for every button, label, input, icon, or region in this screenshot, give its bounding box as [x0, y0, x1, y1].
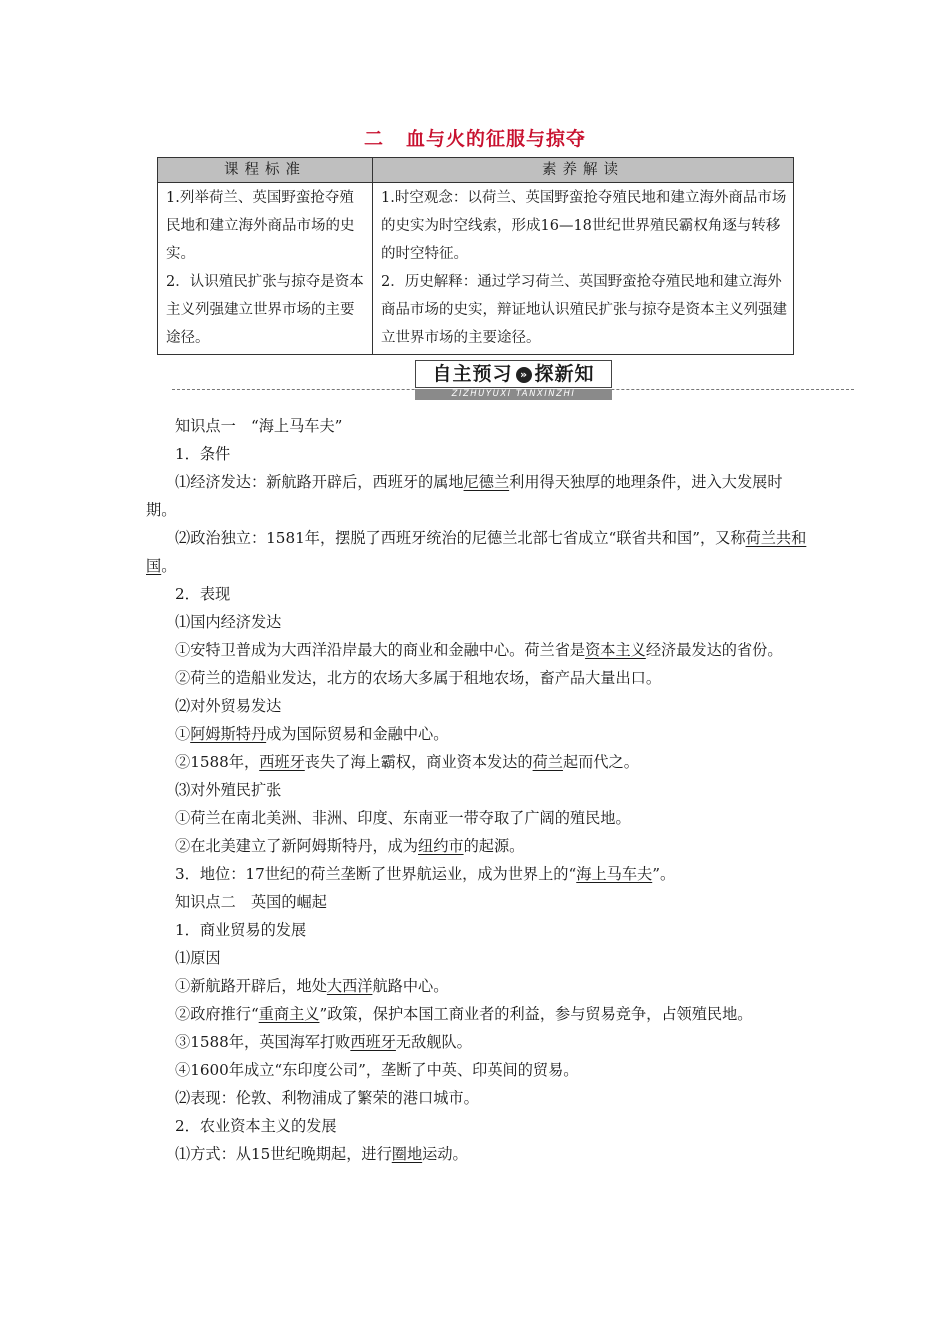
section-banner	[172, 360, 854, 400]
underlined-answer: 荷兰	[532, 753, 563, 771]
line-text: ②在北美建立了新阿姆斯特丹，成为	[175, 837, 418, 855]
standards-cell	[158, 183, 373, 355]
line-text: ②1588年，	[175, 753, 260, 771]
content-line	[146, 1140, 810, 1168]
line-text: ①	[175, 725, 191, 743]
underlined-answer: 重商主义	[258, 1005, 320, 1023]
page-title	[0, 124, 950, 151]
line-text: 丧失了海上霸权，商业资本发达的	[304, 753, 533, 771]
underlined-answer: 阿姆斯特丹	[190, 725, 267, 743]
content-line	[146, 1084, 810, 1112]
content-line	[146, 524, 810, 580]
line-text: 知识点一 “海上马车夫”	[175, 417, 343, 435]
content-line	[146, 720, 810, 748]
content-line	[146, 888, 810, 916]
standard-item-2: 2．认识殖民扩张与掠夺是资本主义列强建立世界市场的主要途径。	[166, 274, 364, 346]
underlined-answer: 纽约市	[418, 837, 464, 855]
standard-item-1: 1.列举荷兰、英国野蛮抢夺殖民地和建立海外商品市场的史实。	[166, 190, 355, 262]
line-text: 的起源。	[463, 837, 525, 855]
content-line	[146, 692, 810, 720]
line-text: 1．条件	[175, 445, 231, 463]
curriculum-standards-table	[157, 157, 794, 355]
line-text: ⑴方式：从15世纪晚期起，进行	[175, 1145, 392, 1163]
content-line	[146, 1056, 810, 1084]
underlined-answer: 荷兰共和国	[146, 529, 807, 575]
banner-pinyin: ZIZHUYUXI TANXINZHI	[415, 389, 612, 400]
line-text: ”。	[652, 865, 676, 883]
content-line	[146, 664, 810, 692]
line-text: 起而代之。	[562, 753, 639, 771]
line-text: 利用得天独厚的地理条件，进入大发展时期。	[146, 473, 783, 519]
content-line	[146, 1112, 810, 1140]
section-title: 血与火的征服与掠夺	[406, 128, 587, 150]
content-line	[146, 1028, 810, 1056]
line-text: ①安特卫普成为大西洋沿岸最大的商业和金融中心。荷兰省是	[175, 641, 586, 659]
line-text: 2．农业资本主义的发展	[175, 1117, 337, 1135]
banner-label	[415, 360, 612, 388]
line-text: ⑴原因	[175, 949, 221, 967]
underlined-answer: 资本主义	[585, 641, 646, 659]
content-line	[146, 412, 810, 440]
content-line	[146, 944, 810, 972]
line-text: ②荷兰的造船业发达，北方的农场大多属于租地农场，畜产品大量出口。	[175, 669, 661, 687]
line-text: 航路中心。	[372, 977, 449, 995]
underlined-answer: 圈地	[391, 1145, 423, 1163]
line-text: 无敌舰队。	[395, 1033, 472, 1051]
line-text: 。	[161, 557, 177, 575]
content-line	[146, 440, 810, 468]
content-line	[146, 468, 810, 524]
knowledge-content	[146, 412, 810, 1168]
underlined-answer: 西班牙	[259, 753, 305, 771]
literacy-item-2: 2．历史解释：通过学习荷兰、英国野蛮抢夺殖民地和建立海外商品市场的史实，辩证地认识殖民扩张与掠夺是资本主义列强建立世界市场的主要途径。	[381, 274, 787, 346]
content-line	[146, 608, 810, 636]
content-line	[146, 636, 810, 664]
line-text: ⑵政治独立：1581年，摆脱了西班牙统治的尼德兰北部七省成立“联省共和国”，又称	[175, 529, 746, 547]
line-text: ②政府推行“	[175, 1005, 259, 1023]
line-text: 2．表现	[175, 585, 231, 603]
banner-part2: 探新知	[534, 363, 595, 385]
section-number: 二	[363, 128, 384, 150]
line-text: ⑴国内经济发达	[175, 613, 282, 631]
literacy-item-1: 1.时空观念：以荷兰、英国野蛮抢夺殖民地和建立海外商品市场的史实为时空线索，形成16—18世纪世界殖民霸权角逐与转移的时空特征。	[381, 190, 787, 262]
line-text: ”政策，保护本国工商业者的利益，参与贸易竞争，占领殖民地。	[319, 1005, 753, 1023]
literacy-cell	[373, 183, 794, 355]
line-text: ①荷兰在南北美洲、非洲、印度、东南亚一带夺取了广阔的殖民地。	[175, 809, 631, 827]
underlined-answer: 海上马车夫	[576, 865, 653, 883]
content-line	[146, 1000, 810, 1028]
underlined-answer: 西班牙	[350, 1033, 396, 1051]
line-text: 成为国际贸易和金融中心。	[266, 725, 449, 743]
header-literacy: 素养解读	[373, 158, 794, 183]
line-text: 知识点二 英国的崛起	[175, 893, 327, 911]
content-line	[146, 832, 810, 860]
line-text: 经济最发达的省份。	[645, 641, 783, 659]
content-line	[146, 916, 810, 944]
line-text: 3．地位：17世纪的荷兰垄断了世界航运业，成为世界上的“	[175, 865, 577, 883]
line-text: ⑵对外贸易发达	[175, 697, 282, 715]
content-line	[146, 804, 810, 832]
line-text: ⑴经济发达：新航路开辟后，西班牙的属地	[175, 473, 464, 491]
content-line	[146, 748, 810, 776]
line-text: ⑵表现：伦敦、利物浦成了繁荣的港口城市。	[175, 1089, 479, 1107]
line-text: 1．商业贸易的发展	[175, 921, 307, 939]
header-standard: 课程标准	[158, 158, 373, 183]
banner-part1: 自主预习	[432, 363, 513, 385]
content-line	[146, 776, 810, 804]
content-line	[146, 860, 810, 888]
underlined-answer: 尼德兰	[463, 473, 510, 491]
line-text: ⑶对外殖民扩张	[175, 781, 282, 799]
content-line	[146, 972, 810, 1000]
line-text: ④1600年成立“东印度公司”，垄断了中英、印英间的贸易。	[175, 1061, 579, 1079]
line-text: 运动。	[422, 1145, 468, 1163]
double-chevron-icon: »	[516, 367, 532, 383]
content-line	[146, 580, 810, 608]
line-text: ①新航路开辟后，地处	[175, 977, 327, 995]
underlined-answer: 大西洋	[326, 977, 373, 995]
line-text: ③1588年，英国海军打败	[175, 1033, 351, 1051]
